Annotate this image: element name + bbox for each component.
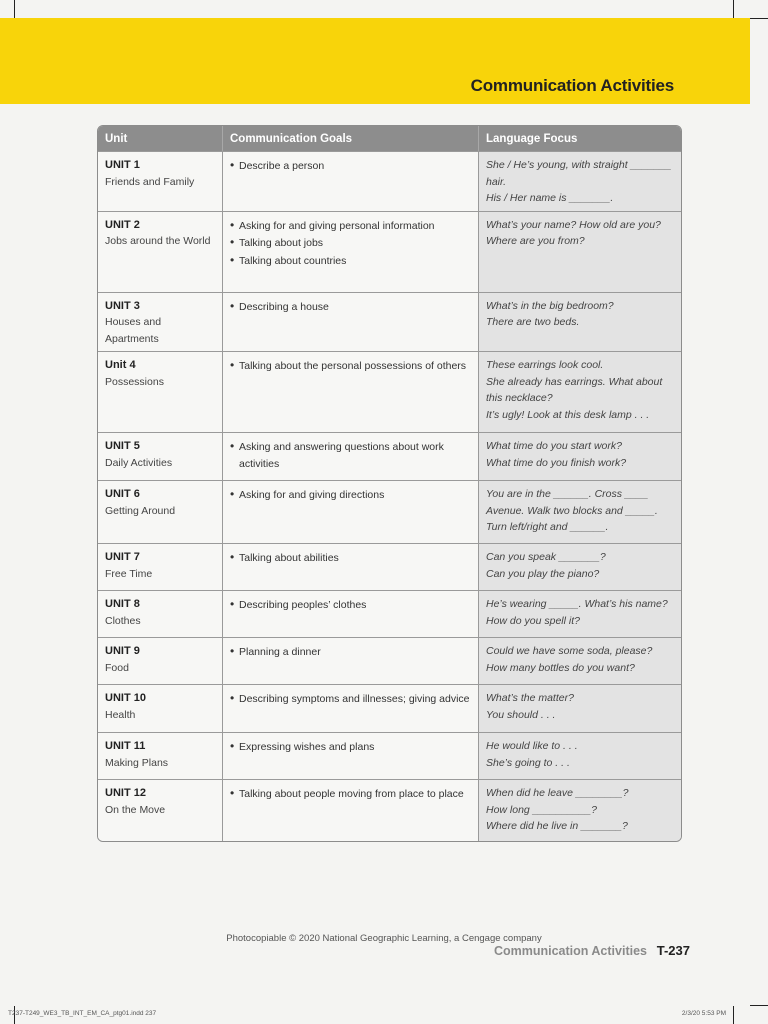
focus-line: Can you play the piano? [486,567,600,580]
language-focus-cell [478,432,681,480]
unit-topic: Jobs around the World [105,235,211,247]
goals-cell [222,432,478,480]
unit-cell [98,432,222,480]
page-number: T-237 [656,943,690,958]
language-focus-cell [478,779,681,841]
focus-line: She’s going to . . . [486,756,570,769]
unit-cell [98,684,222,732]
goal-item: • Asking and answering questions about work activities [230,438,471,472]
focus-line: Where did he live in _______? [486,820,628,832]
goals-cell [222,292,478,352]
focus-line: He would like to . . . [486,740,578,752]
unit-number: UNIT 1 [105,159,140,171]
unit-topic: Making Plans [105,756,169,769]
focus-line: Can you speak _______? [486,551,606,563]
goal-list [230,217,471,270]
focus-line: What’s your name? How old are you? [486,218,661,231]
focus-line: There are two beds. [486,316,580,328]
goal-list [230,690,471,708]
goals-cell [222,590,478,637]
goal-item: • Asking for and giving personal information [230,217,471,235]
focus-line: She already has earrings. What about this necklace? [486,375,663,404]
goal-list [230,298,471,316]
crop-mark [14,0,15,18]
goal-list [230,357,471,375]
language-focus-cell [478,211,681,292]
goals-cell [222,637,478,684]
goal-list [230,438,471,472]
focus-line: How many bottles do you want? [486,661,635,674]
crop-mark [733,1006,734,1024]
goals-cell [222,480,478,543]
goal-item: • Expressing wishes and plans [230,738,471,756]
language-focus-cell [478,292,681,352]
language-focus-cell [478,151,681,211]
focus-line: What’s the matter? [486,692,574,704]
unit-number: UNIT 6 [105,488,140,500]
unit-cell [98,590,222,637]
goal-item: • Talking about the personal possessions of others [230,357,471,375]
table-row [98,590,681,637]
focus-line: It’s ugly! Look at this desk lamp . . . [486,408,650,421]
goal-item: • Describing a house [230,298,471,316]
focus-line: What’s in the big bedroom? [486,299,614,312]
unit-cell [98,211,222,292]
unit-number: UNIT 11 [105,740,146,752]
goals-cell [222,543,478,590]
copyright-notice: Photocopiable © 2020 National Geographic Learning, a Cengage company [226,933,542,944]
unit-cell [98,779,222,841]
goal-item: • Describing peoples’ clothes [230,596,471,614]
table-row [98,351,681,432]
focus-line: What time do you finish work? [486,456,627,469]
unit-cell [98,480,222,543]
table-row [98,543,681,590]
column-header-focus: Language Focus [478,126,681,151]
goal-item: • Talking about jobs [230,234,471,252]
goal-item: • Asking for and giving directions [230,486,471,504]
goal-item: • Planning a dinner [230,643,471,661]
unit-cell [98,732,222,779]
unit-topic: Daily Activities [105,456,173,469]
table-row [98,684,681,732]
focus-line: Where are you from? [486,235,585,247]
unit-number: UNIT 12 [105,787,146,799]
goal-list [230,486,471,504]
unit-cell [98,151,222,211]
language-focus-cell [478,590,681,637]
print-slug-date: 2/3/20 5:53 PM [681,1010,726,1017]
goals-cell [222,151,478,211]
crop-mark [733,0,734,18]
unit-cell [98,637,222,684]
focus-line: How do you spell it? [486,614,580,627]
unit-number: UNIT 9 [105,645,140,657]
focus-line: You are in the ______. Cross ____ Avenue. Walk two blocks and _____. Turn left/right and ______. [486,488,658,533]
goal-item: • Describe a person [230,157,471,175]
unit-number: UNIT 3 [105,299,140,312]
page-title: Communication Activities [470,76,674,95]
table-header-row [98,126,681,151]
goals-cell [222,684,478,732]
goal-list [230,596,471,614]
table-row [98,292,681,352]
unit-topic: On the Move [105,803,166,816]
goal-list [230,643,471,661]
language-focus-cell [478,480,681,543]
focus-line: What time do you start work? [486,440,622,452]
unit-topic: Health [105,708,136,721]
language-focus-cell [478,732,681,779]
communication-activities-table [97,125,682,842]
focus-line: His / Her name is _______. [486,192,614,204]
unit-topic: Getting Around [105,504,176,517]
focus-line: He’s wearing _____. What’s his name? [486,598,668,610]
column-header-unit: Unit [98,126,222,151]
unit-number: UNIT 5 [105,440,140,452]
focus-line: When did he leave ________? [486,787,629,799]
unit-topic: Houses and Apartments [105,316,162,345]
unit-topic: Friends and Family [105,175,195,188]
unit-topic: Free Time [105,567,153,580]
goals-cell [222,779,478,841]
language-focus-cell [478,684,681,732]
focus-line: You should . . . [486,708,556,721]
table-row [98,732,681,779]
unit-number: UNIT 10 [105,692,146,704]
goal-item: • Talking about abilities [230,549,471,567]
crop-mark [750,18,768,19]
goal-item: • Talking about countries [230,252,471,270]
unit-cell [98,292,222,352]
language-focus-cell [478,543,681,590]
unit-number: UNIT 2 [105,218,140,231]
table-row [98,432,681,480]
goal-list [230,738,471,756]
focus-line: Could we have some soda, please? [486,645,653,657]
goals-cell [222,211,478,292]
table-row [98,211,681,292]
table-row [98,480,681,543]
unit-number: Unit 4 [105,359,136,371]
column-header-goals: Communication Goals [222,126,478,151]
goals-cell [222,351,478,432]
crop-mark [750,1005,768,1006]
goal-list [230,785,471,803]
table-row [98,779,681,841]
goal-list [230,157,471,175]
header-banner [0,18,750,104]
goal-list [230,549,471,567]
focus-line: She / He’s young, with straight _______ hair. [486,159,672,188]
unit-topic: Food [105,661,129,674]
unit-topic: Clothes [105,614,141,627]
focus-line: These earrings look cool. [486,359,604,371]
goal-item: • Describing symptoms and illnesses; giving advice [230,690,471,708]
unit-topic: Possessions [105,375,164,388]
unit-cell [98,543,222,590]
table-row [98,151,681,211]
language-focus-cell [478,637,681,684]
print-slug-file: T237-T249_WE3_TB_INT_EM_CA_ptg01.indd 237 [8,1010,157,1017]
table-row [98,637,681,684]
unit-cell [98,351,222,432]
language-focus-cell [478,351,681,432]
goals-cell [222,732,478,779]
focus-line: How long __________? [486,803,597,816]
unit-number: UNIT 8 [105,598,140,610]
unit-number: UNIT 7 [105,551,140,563]
footer-section-title: Communication Activities [493,944,647,958]
goal-item: • Talking about people moving from place to place [230,785,471,803]
